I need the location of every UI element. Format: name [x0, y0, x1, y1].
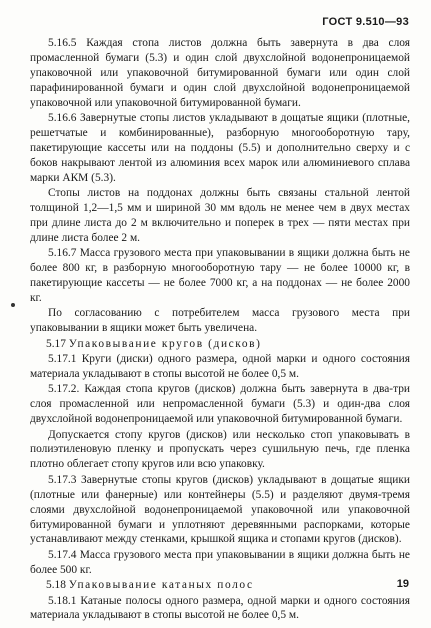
section-heading-5-17	[46, 337, 410, 352]
paragraph-5-16-5: 5.16.5 Каждая стопа листов должна быть завернута в два слоя промасленной бумаги (5.3) и один слой двухслойной водонепроницаемой упаковочной или упаковочной битумированной бумаги или один слой парафинированной бумаги и один слой двухслойной водонепроницаемой упаковочной или упаковочной битумированной бумаги.	[30, 37, 410, 109]
document-body	[30, 36, 410, 624]
margin-dot	[11, 303, 15, 307]
paragraph-5-17-4: 5.17.4 Масса грузового места при упаковывании в ящики должна быть не более 500 кг.	[30, 548, 410, 576]
paragraph-5-18-1: 5.18.1 Катаные полосы одного размера, одной марки и одного состояния материала укладывают в стопы высотой не более 0,5 м.	[30, 594, 410, 622]
paragraph-5-16-6: 5.16.6 Завернутые стопы листов укладывают в дощатые ящики (плотные, решетчатые и комбинированные), разборную многооборотную тару, пакетирующие кассеты или на поддоны (5.5) и дополнительно сверху и с боков накрывают лентой из алюминия всех марок или алюминиевого сплава марки АКМ (5.3).	[30, 112, 410, 184]
section-heading-5-18	[46, 578, 410, 593]
section-number: 5.17	[46, 337, 66, 350]
section-title: Упаковывание кругов (дисков)	[68, 337, 262, 350]
paragraph-5-17-2: 5.17.2. Каждая стопа кругов (дисков) должна быть завернута в два-три слоя промасленной или непромасленной бумаги (5.3) и один-два слоя двухслойной водонепроницаемой или упаковочной битумированной бумаги.	[30, 383, 410, 426]
paragraph-by-agreement: По согласованию с потребителем масса грузового места при упаковывании в ящики может быть увеличена.	[30, 307, 410, 335]
paragraph-5-17-1: 5.17.1 Круги (диски) одного размера, одной марки и одного состояния материала укладывают в стопы высотой не более 0,5 м.	[30, 353, 410, 380]
document-id-header: ГОСТ 9.510—93	[322, 16, 409, 28]
page-number: 19	[396, 578, 409, 590]
paragraph-stacks-on-pallets: Стопы листов на поддонах должны быть связаны стальной лентой толщиной 1,2—1,5 мм и шириной 30 мм вдоль не менее чем в двух местах при длине листа до 2 м включительно и поперек в трех — пяти местах при длине листа более 2 м.	[30, 187, 410, 244]
paragraph-polyethylene: Допускается стопу кругов (дисков) или несколько стоп упаковывать в полиэтиленовую пленку и пропускать через сушильную печь, где пленка плотно облегает стопу кругов или всю упаковку.	[30, 428, 410, 471]
paragraph-5-17-3: 5.17.3 Завернутые стопы кругов (дисков) укладывают в дощатые ящики (плотные или фанерные) или контейнеры (5.5) и разделяют двумя-тремя слоями двухслойной водонепроницаемой упаковочной или упаковочной битумированной бумаги и уплотняют деревянными распорками, которые устанавливают между стенками, крышкой ящика и стопами кругов (дисков).	[30, 473, 410, 546]
paragraph-5-16-7: 5.16.7 Масса грузового места при упаковывании в ящики должна быть не более 800 кг, в разборную многооборотную тару — не более 10000 кг, в пакетирующие кассеты — не более 7000 кг, а на поддонах — не более 2000 кг.	[30, 247, 410, 304]
section-title: Упаковывание катаных полос	[68, 579, 254, 592]
section-number: 5.18	[46, 579, 66, 592]
